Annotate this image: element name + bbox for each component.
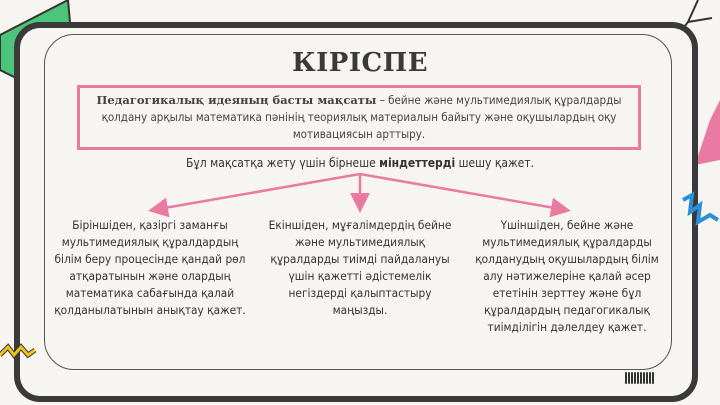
subtitle-text: Бұл мақсатқа жету үшін бірнеше: [185, 156, 380, 170]
subtitle-bold: міндеттерді: [379, 156, 456, 170]
goal-bold: Педагогикалық идеяның басты мақсаты: [96, 93, 377, 107]
subtitle-end: шешу қажет.: [455, 156, 535, 170]
slide-title: КІРІСПЕ: [291, 48, 429, 78]
arrow-left: [153, 174, 360, 210]
goal-text: – бейне және мультимедиялық құралдарды қолдану арқылы математика пәнінің теориялық материалын байыту және оқушылардың оқу мотивациясын арттыру.: [101, 93, 622, 141]
task-column-3: Үшіншіден, бейне және мультимедиялық құралдарды қолданудың оқушылардың білім алу нәтижелеріне қалай әсер ететінін зерттеу және бұл құралдардың педагогикалық тиімділігін дәлелдеу қажет.: [475, 218, 659, 334]
task-column-1: Біріншіден, қазіргі заманғы мультимедиялық құралдардың білім беру процесінде қандай рөл атқаратынын және олардың математика сабағында қалай қолданылатынын анықтау қажет.: [54, 218, 246, 317]
task-column-2: Екіншіден, мұғалімдердің бейне және мультимедиялық құралдарды тиімді пайдалануы үшін қажетті әдістемелік негіздерді қалыптастыру маңызды.: [268, 218, 452, 317]
barcode-decoration: [625, 372, 659, 384]
arrow-right: [360, 174, 566, 210]
